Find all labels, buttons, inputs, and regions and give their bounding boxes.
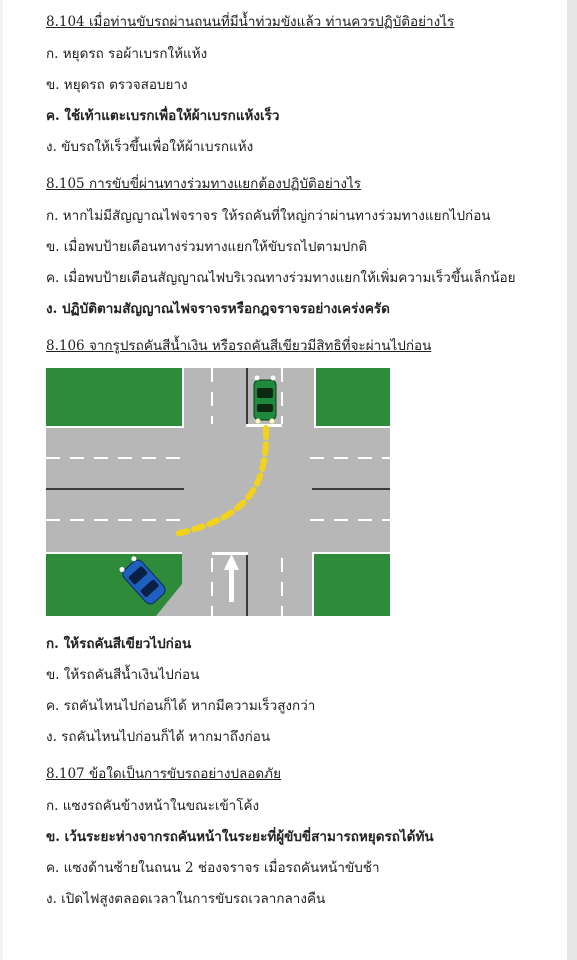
option-c-correct: ค. ใช้เท้าแตะเบรกเพื่อให้ผ้าเบรกแห้งเร็ว xyxy=(46,108,280,124)
option-a: ก. แซงรถคันข้างหน้าในขณะเข้าโค้ง xyxy=(46,798,260,814)
option-d-correct: ง. ปฏิบัติตามสัญญาณไฟจราจรหรือกฎจราจรอย่างเคร่งครัด xyxy=(46,301,390,317)
left-margin xyxy=(0,0,3,960)
option-a: ก. หยุดรถ รอผ้าเบรกให้แห้ง xyxy=(46,46,208,62)
option-a-correct: ก. ให้รถคันสีเขียวไปก่อน xyxy=(46,636,192,652)
option-a: ก. หากไม่มีสัญญาณไฟจราจร ให้รถคันที่ใหญ่กว่าผ่านทางร่วมทางแยกไปก่อน xyxy=(46,208,491,224)
green-car xyxy=(254,376,276,424)
option-b: ข. เมื่อพบป้ายเตือนทางร่วมทางแยกให้ขับรถไปตามปกติ xyxy=(46,239,368,255)
intersection-diagram xyxy=(46,368,390,616)
question-8-105 xyxy=(46,174,566,319)
question-title: 8.105 การขับขี่ผ่านทางร่วมทางแยกต้องปฏิบัติอย่างไร xyxy=(46,176,362,192)
option-b-correct: ข. เว้นระยะห่างจากรถคันหน้าในระยะที่ผู้ขับขี่สามารถหยุดรถได้ทัน xyxy=(46,829,434,845)
option-c: ค. รถคันไหนไปก่อนก็ได้ หากมีความเร็วสูงกว่า xyxy=(46,698,316,714)
question-8-107 xyxy=(46,764,566,909)
question-8-106 xyxy=(46,336,566,747)
grass-top-right xyxy=(316,368,390,426)
option-c: ค. เมื่อพบป้ายเตือนสัญญาณไฟบริเวณทางร่วมทางแยกให้เพิ่มความเร็วขึ้นเล็กน้อย xyxy=(46,270,516,286)
grass-bottom-right xyxy=(314,554,390,616)
option-c: ค. แซงด้านซ้ายในถนน 2 ช่องจราจร เมื่อรถคันหน้าขับช้า xyxy=(46,860,380,876)
option-d: ง. เปิดไฟสูงตลอดเวลาในการขับรถเวลากลางคืน xyxy=(46,891,326,907)
grass-top-left xyxy=(46,368,182,426)
option-b: ข. หยุดรถ ตรวจสอบยาง xyxy=(46,77,188,93)
scrollbar-track[interactable] xyxy=(567,0,577,960)
quiz-content xyxy=(46,12,566,926)
question-title: 8.106 จากรูปรถคันสีน้ำเงิน หรือรถคันสีเขียวมีสิทธิที่จะผ่านไปก่อน xyxy=(46,338,432,354)
option-d: ง. ขับรถให้เร็วขึ้นเพื่อให้ผ้าเบรกแห้ง xyxy=(46,139,254,155)
question-8-104 xyxy=(46,12,566,157)
question-title: 8.104 เมื่อท่านขับรถผ่านถนนที่มีน้ำท่วมขังแล้ว ท่านควรปฏิบัติอย่างไร xyxy=(46,14,455,30)
question-title: 8.107 ข้อใดเป็นการขับรถอย่างปลอดภัย xyxy=(46,766,281,782)
option-d: ง. รถคันไหนไปก่อนก็ได้ หากมาถึงก่อน xyxy=(46,729,271,745)
option-b: ข. ให้รถคันสีน้ำเงินไปก่อน xyxy=(46,667,200,683)
